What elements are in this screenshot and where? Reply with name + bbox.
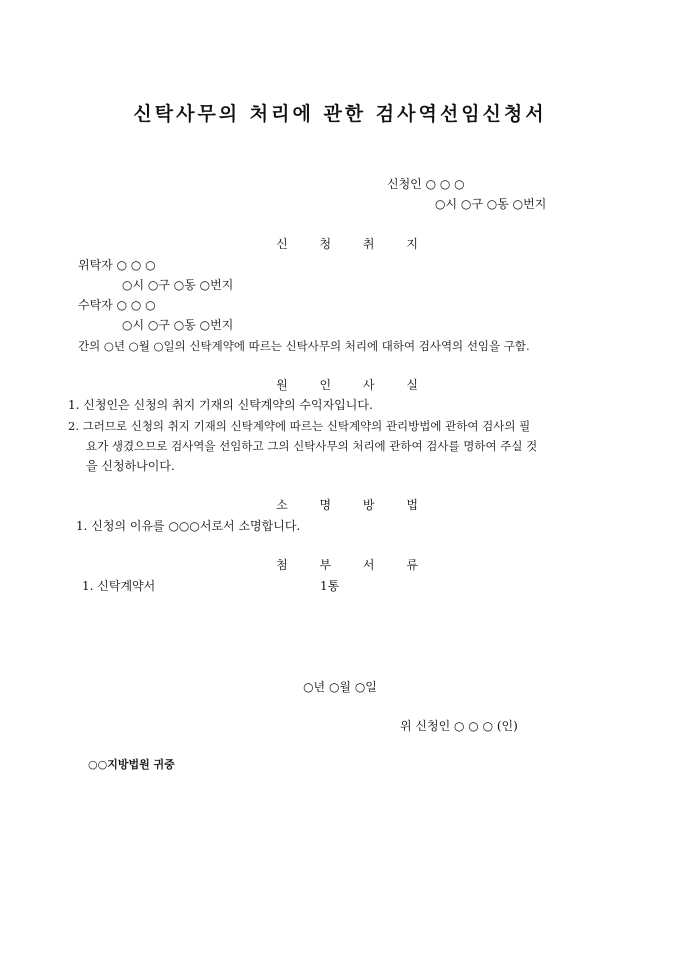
- attachment-item-name: 1. 신탁계약서: [82, 579, 156, 593]
- truster-address: ○시 ○구 ○동 ○번지: [122, 278, 234, 292]
- proof-item-1: 1. 신청의 이유를 ○○○서로서 소명합니다.: [76, 519, 301, 533]
- applicant-address: ○시 ○구 ○동 ○번지: [435, 197, 547, 211]
- cause-item-2-line-1: 2. 그러므로 신청의 취지 기재의 신탁계약에 따르는 신탁계약의 관리방법에 관하여 검사의 필: [68, 419, 531, 433]
- purpose-heading: 신 청 취 지: [276, 237, 432, 251]
- attachment-item-count: 1통: [320, 579, 340, 593]
- document-title: 신탁사무의 처리에 관한 검사역선임신청서: [133, 103, 547, 125]
- purpose-body: 간의 ○년 ○월 ○일의 신탁계약에 따르는 신탁사무의 처리에 대하여 검사역의 선임을 구함.: [78, 339, 530, 353]
- trustee-address: ○시 ○구 ○동 ○번지: [122, 318, 234, 332]
- application-date: ○년 ○월 ○일: [303, 680, 377, 694]
- cause-item-2-line-3: 을 신청하나이다.: [86, 459, 175, 473]
- cause-heading: 원 인 사 실: [276, 378, 432, 392]
- cause-item-1: 1. 신청인은 신청의 취지 기재의 신탁계약의 수익자입니다.: [68, 398, 373, 412]
- applicant-name: 신청인 ○ ○ ○: [387, 177, 465, 191]
- trustee-name: 수탁자 ○ ○ ○: [78, 298, 156, 312]
- proof-heading: 소 명 방 법: [276, 498, 432, 512]
- cause-item-2-line-2: 요가 생겼으므로 검사역을 선임하고 그의 신탁사무의 처리에 관하여 검사를 명하여 주실 것: [86, 439, 538, 453]
- truster-name: 위탁자 ○ ○ ○: [78, 258, 156, 272]
- signature-line: 위 신청인 ○ ○ ○ (인): [400, 719, 518, 733]
- court-addressee: ○○지방법원 귀중: [88, 758, 175, 771]
- attachments-heading: 첨 부 서 류: [276, 558, 432, 572]
